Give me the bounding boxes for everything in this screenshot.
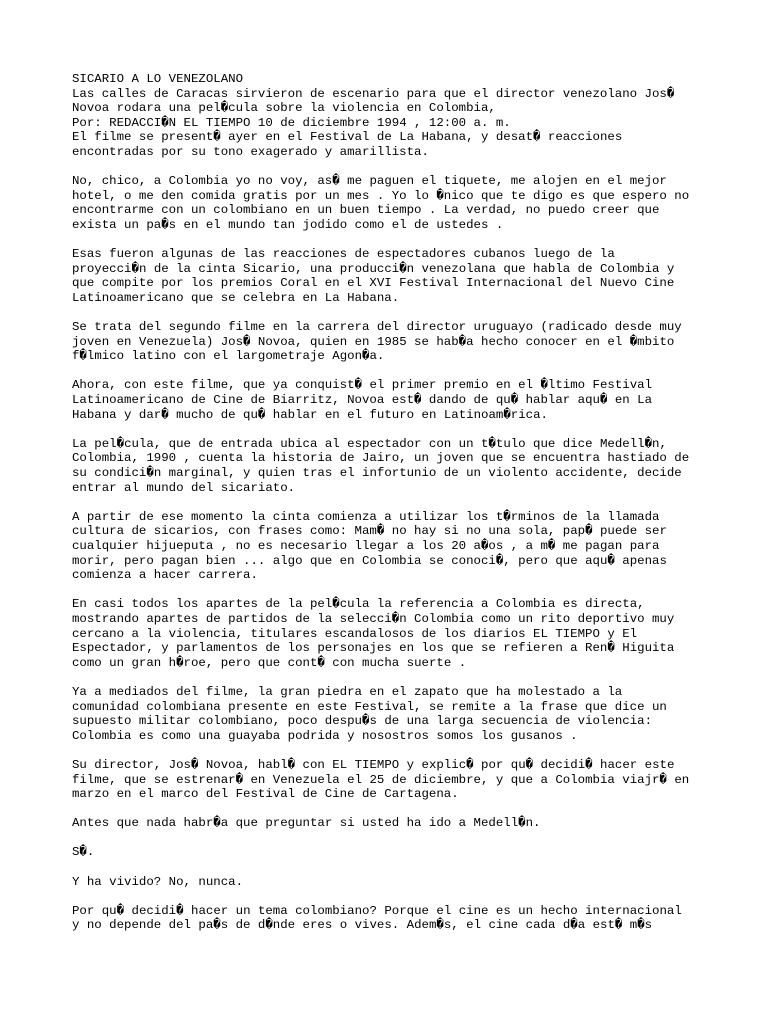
article-header bbox=[72, 72, 712, 160]
paragraph-line: Esas fueron algunas de las reacciones de espectadores cubanos luego de la bbox=[72, 247, 615, 262]
paragraph-line: Habana y dar� mucho de qu� hablar en el futuro en Latinoam�rica. bbox=[72, 407, 548, 422]
paragraph bbox=[72, 816, 712, 831]
article-byline: Por: REDACCI�N EL TIEMPO 10 de diciembre 1994 , 12:00 a. m. bbox=[72, 115, 511, 130]
paragraph-line: f�lmico latino con el largometraje Agon�a. bbox=[72, 349, 385, 364]
paragraph-line: Se trata del segundo filme en la carrera del director uruguayo (radicado desde muy bbox=[72, 320, 682, 335]
paragraph bbox=[72, 904, 712, 933]
paragraph-line: cercano a la violencia, titulares escandalosos de los diarios EL TIEMPO y El bbox=[72, 626, 638, 641]
paragraph-line: A partir de ese momento la cinta comienza a utilizar los t�rminos de la llamada bbox=[72, 509, 660, 524]
paragraph-line: Ya a mediados del filme, la gran piedra en el zapato que ha molestado a la bbox=[72, 684, 623, 699]
paragraph-line: Y ha vivido? No, nunca. bbox=[72, 874, 244, 889]
paragraph-line: comienza a hacer carrera. bbox=[72, 568, 258, 583]
article-title: SICARIO A LO VENEZOLANO bbox=[72, 72, 244, 86]
paragraph-line: En casi todos los apartes de la pel�cula la referencia a Colombia es directa, bbox=[72, 597, 645, 612]
paragraph-line: su condici�n marginal, y quien tras el infortunio de un violento accidente, decide bbox=[72, 466, 682, 481]
paragraph-line: morir, pero pagan bien ... algo que en Colombia se conoci�, pero que aqu� apenas bbox=[72, 553, 667, 568]
paragraph bbox=[72, 378, 712, 422]
document-page bbox=[72, 72, 712, 933]
article-lead-line: encontradas por su tono exagerado y amarillista. bbox=[72, 144, 429, 159]
paragraph bbox=[72, 597, 712, 670]
paragraph-line: La pel�cula, que de entrada ubica al espectador con un t�tulo que dice Medell�n, bbox=[72, 436, 667, 451]
paragraph-line: Colombia, 1990 , cuenta la historia de Jairo, un joven que se encuentra hastiado de bbox=[72, 451, 690, 466]
paragraph-line: Espectador, y parlamentos de los personajes en los que se refieren a Ren� Higuita bbox=[72, 641, 675, 656]
paragraph-line: hotel, o me den comida gratis por un mes . Yo lo �nico que te digo es que espero no bbox=[72, 188, 690, 203]
paragraph bbox=[72, 437, 712, 495]
paragraph-line: y no depende del pa�s de d�nde eres o vives. Adem�s, el cine cada d�a est� m�s bbox=[72, 918, 653, 933]
paragraph-line: que compite por los premios Coral en el XVI Festival Internacional del Nuevo Cine bbox=[72, 276, 675, 291]
paragraph-line: Ahora, con este filme, que ya conquist� el primer premio en el �ltimo Festival bbox=[72, 378, 653, 393]
paragraph-line: Latinoamericano que se celebra en La Habana. bbox=[72, 290, 400, 305]
paragraph-line: comunidad colombiana presente en este Festival, se remite a la frase que dice un bbox=[72, 699, 667, 714]
paragraph-line: Colombia es como una guayaba podrida y nosostros somos los gusanos . bbox=[72, 728, 578, 743]
paragraph-line: supuesto militar colombiano, poco despu�s de una larga secuencia de violencia: bbox=[72, 714, 653, 729]
paragraph-line: como un gran h�roe, pero que cont� con mucha suerte . bbox=[72, 655, 467, 670]
paragraph bbox=[72, 320, 712, 364]
paragraph-line: marzo en el marco del Festival de Cine de Cartagena. bbox=[72, 787, 459, 802]
paragraph-line: cultura de sicarios, con frases como: Mam� no hay si no una sola, pap� puede ser bbox=[72, 524, 667, 539]
paragraph-line: filme, que se estrenar� en Venezuela el 25 de diciembre, y que a Colombia viajr� en bbox=[72, 772, 690, 787]
paragraph-line: joven en Venezuela) Jos� Novoa, quien en 1985 se hab�a hecho conocer en el �mbito bbox=[72, 334, 675, 349]
paragraph-line: Antes que nada habr�a que preguntar si usted ha ido a Medell�n. bbox=[72, 816, 541, 831]
paragraph-line: S�. bbox=[72, 845, 95, 860]
paragraph bbox=[72, 845, 712, 860]
paragraph bbox=[72, 685, 712, 743]
paragraph bbox=[72, 510, 712, 583]
paragraph-line: proyecci�n de la cinta Sicario, una producci�n venezolana que habla de Colombia y bbox=[72, 261, 675, 276]
paragraph-line: No, chico, a Colombia yo no voy, as� me paguen el tiquete, me alojen en el mejor bbox=[72, 174, 667, 189]
paragraph bbox=[72, 758, 712, 802]
paragraph bbox=[72, 875, 712, 890]
paragraph bbox=[72, 174, 712, 232]
article-lead-line: El filme se present� ayer en el Festival de La Habana, y desat� reacciones bbox=[72, 130, 623, 145]
paragraph-line: entrar al mundo del sicariato. bbox=[72, 480, 296, 495]
paragraph-line: Su director, Jos� Novoa, habl� con EL TIEMPO y explic� por qu� decidi� hacer este bbox=[72, 757, 675, 772]
article-subtitle-line: Las calles de Caracas sirvieron de escenario para que el director venezolano Jos� bbox=[72, 86, 675, 101]
paragraph-line: mostrando apartes de partidos de la selecci�n Colombia como un rito deportivo muy bbox=[72, 611, 675, 626]
article-subtitle-line: Novoa rodara una pel�cula sobre la violencia en Colombia, bbox=[72, 101, 496, 116]
paragraph-line: cualquier hijueputa , no es necesario llegar a los 20 a�os , a m� me pagan para bbox=[72, 539, 660, 553]
paragraph-line: Latinoamericano de Cine de Biarritz, Novoa est� dando de qu� hablar aqu� en La bbox=[72, 393, 653, 408]
paragraph-line: encontrarme con un colombiano en un buen tiempo . La verdad, no puedo creer que bbox=[72, 203, 660, 218]
paragraph-line: exista un pa�s en el mundo tan jodido como el de ustedes . bbox=[72, 217, 504, 232]
paragraph-line: Por qu� decidi� hacer un tema colombiano? Porque el cine es un hecho internacional bbox=[72, 903, 682, 918]
paragraph bbox=[72, 247, 712, 305]
